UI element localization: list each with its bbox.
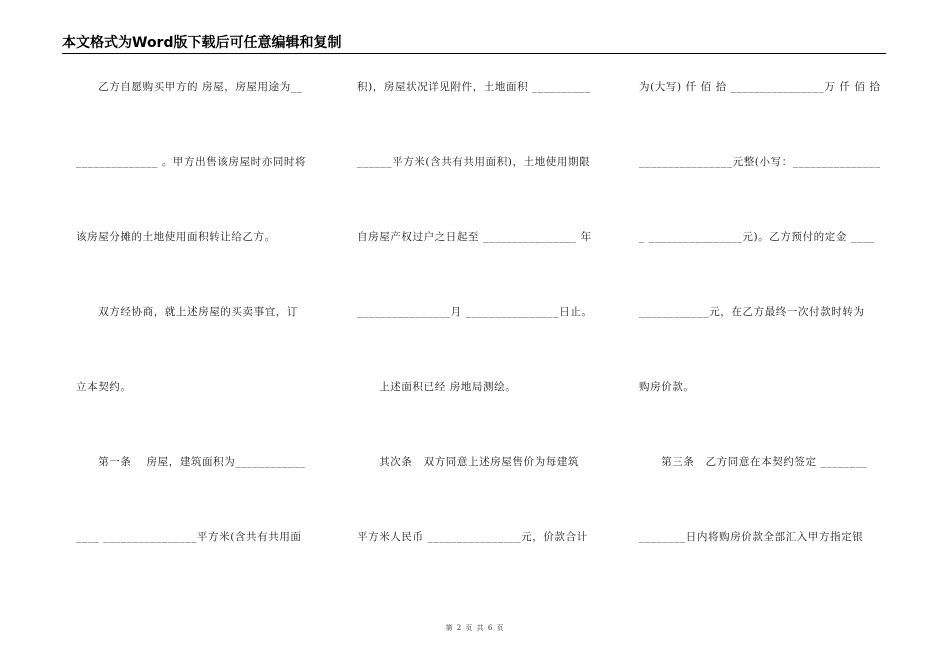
paragraph-line: 自房屋产权过户之日起至 ________________ 年 (357, 231, 592, 243)
paragraph-line: ____ ________________平方米(含共有共用面 (76, 531, 302, 543)
paragraph-line: 购房价款。 (639, 381, 695, 393)
paragraph-line: 双方经协商，就上述房屋的买卖事宜，订 (76, 306, 298, 318)
paragraph-line: 其次条 双方同意上述房屋售价为每建筑 (357, 456, 579, 468)
paragraph-line: 第一条 房屋，建筑面积为____________ (76, 456, 306, 468)
paragraph-line: 平方米人民币 ________________元，价款合计 (357, 531, 588, 543)
paragraph-line: ________________元整(小写：_______________ (639, 156, 881, 168)
paragraph-line: ________日内将购房价款全部汇入甲方指定银 (639, 531, 864, 543)
paragraph-line: ____________元，在乙方最终一次付款时转为 (639, 306, 865, 318)
paragraph-line: _ ________________元)。乙方预付的定金 ____ (639, 231, 875, 243)
header-divider (62, 53, 886, 54)
page-number: 第 2 页 共 6 页 (445, 624, 505, 632)
paragraph-line: 乙方自愿购买甲方的 房屋，房屋用途为__ (76, 81, 303, 93)
paragraph-line: 为(大写) 仟 佰 拾 ________________万 仟 佰 拾 (639, 81, 881, 93)
paragraph-line: ________________月 ________________日止。 (357, 306, 593, 318)
paragraph-line: 上述面积已经 房地局测绘。 (357, 381, 517, 393)
paragraph-line: 该房屋分摊的土地使用面积转让给乙方。 (76, 231, 276, 243)
paragraph-line: ______________ 。甲方出售该房屋时亦同时将 (76, 156, 307, 168)
paragraph-line: 积)，房屋状况详见附件，土地面积 __________ (357, 81, 591, 93)
paragraph-line: 立本契约。 (76, 381, 132, 393)
paragraph-line: 第三条 乙方同意在本契约签定 ________ (639, 456, 868, 468)
header-title: 本文格式为Word版下载后可任意编辑和复制 (62, 35, 342, 51)
paragraph-line: ______平方米(含共有共用面积)，土地使用期限 (357, 156, 591, 168)
